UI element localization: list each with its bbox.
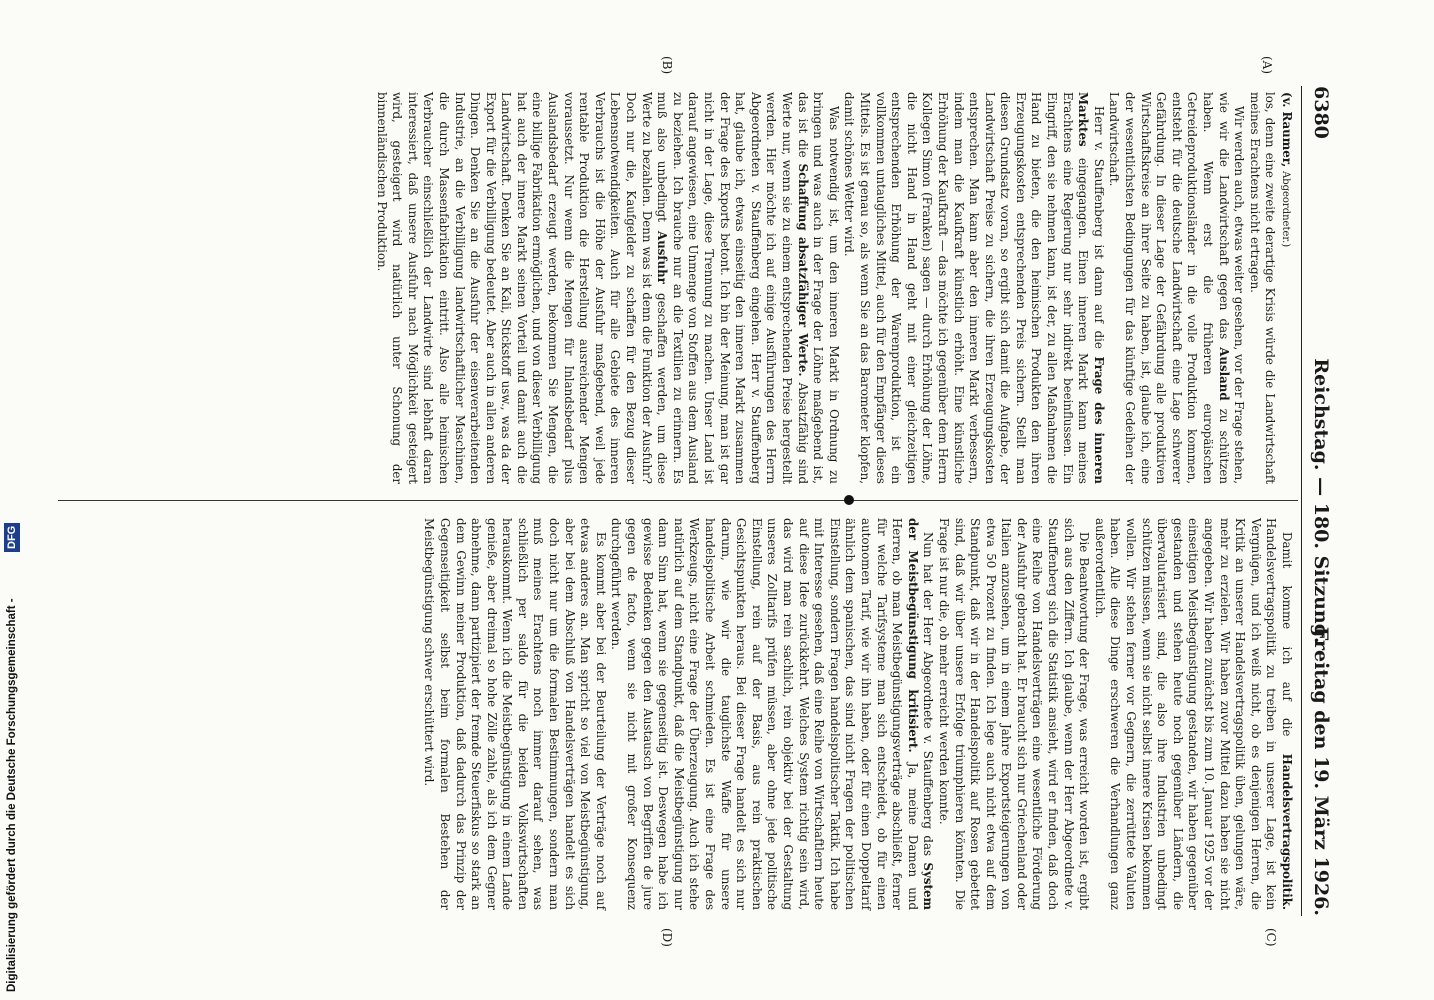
paragraph: Die Beantwortung der Frage, was erreicht worden ist, ergibt sich aus den Ziffern. Ich glaube, wenn der Herr Abgeordnete v. Stauffenberg sich die Statistik ansieht, wird er finden, daß doch eine Reihe von Handelsverträgen eine wesentliche Förderung der Ausfuhr gebracht hat. Er braucht sich nur Griechenland oder Italien anzusehen, um in einem Jahre Exportsteigerungen von etwa 50 Prozent zu finden. Ich lege auch nicht etwa auf dem Standpunkt, daß wir in der Handelspolitik auf Rosen gebettet sind, daß wir über unsere Erfolge triumphieren könnten. Die Frage ist nur die, ob mehr erreicht werden konnte. xyxy=(936,518,1092,910)
text-run: Damit komme ich auf die xyxy=(1280,532,1294,737)
text-run: Herr v. Stauffenberg ist dann auf die xyxy=(1091,106,1106,349)
bold-term: Frage des inneren Marktes xyxy=(1076,92,1106,484)
page-header xyxy=(1306,86,1334,916)
text-run: Was notwendig ist, um den inneren Markt in Ordnung zu bringen und was auch in der Frage der Löhne maßgebend ist, das ist die xyxy=(795,92,841,484)
paragraph xyxy=(373,92,841,484)
speaker-name: (v. Raumer, xyxy=(1280,92,1294,168)
page-content xyxy=(34,56,1334,947)
text-run: Nun hat der Herr Abgeordnete v. Stauffenberg das xyxy=(921,532,936,857)
text-run: Ja, meine Damen und Herren, ob man Meistbegünstigungsverträge abschließt, ferner für welche Tarifsysteme man sich entscheidet, ob für einen autonomen Tarif, wie wir ihn haben, oder für einen Doppeltarif ähnlich dem spanischen, das sind nicht Fragen der politischen Einstellung, sondern Fragen handelspolitischer Taktik. Ich habe mit Interesse gesehen, daß eine Reihe von Wirtschaftlern heute auf diese Idee zurückkehrt. Welches System richtig sein wird, das wird man rein sachlich, rein objektiv bei der Gestaltung unseres Zolltarifs prüfen müssen, aber ohne jede politische Einstellung, rein auf der Basis, aus rein praktischen Gesichtspunkten heraus. Bei dieser Frage handelt es sich nur darum, wie wir die tauglichste Waffe für unsere handelspolitische Arbeit schmieden. Es ist eine Frage des Werkzeugs, nicht eine Frage der Überzeugung. Auch ich stehe natürlich auf dem Standpunkt, daß die Meistbegünstigung nur dann Sinn hat, wenn sie gegenseitig ist. Deswegen habe ich gewisse Bedenken gegen den Austausch von Begriffen de jure gegen de facto, wenn sie nicht mit großer Konsequenz durchgeführt werden. xyxy=(609,518,920,910)
header-date: Freitag den 19. März 1926. xyxy=(1310,626,1332,916)
left-column xyxy=(373,92,1294,484)
footer-text: Digitalisierung gefördert durch die Deutsche Forschungsgemeinschaft - xyxy=(6,598,18,992)
paragraph: Es kommt aber bei der Beurteilung der Verträge noch auf etwas anderes an. Man spricht so viel von Meistbegünstigung, aber bei dem Abschluß von Handelsverträgen handelt es sich doch nicht nur um die formalen Bestimmungen, sondern man muß meines Erachtens noch immer darauf sehen, was schließlich per saldo für die beiden Volkswirtschaften herauskommt. Wenn ich die Meistbegünstigung in einem Lande genieße, aber dreimal so hohe Zölle zahle, als ich dem Gegner abnehme, dann partizipiert der fremde Steuerfiskus so stark an dem Gewinn meiner Produktion, daß dadurch das Prinzip der Gegenseitigkeit selbst beim formalen Bestehen der Meistbegünstigung schwer erschüttert wird. xyxy=(422,518,608,910)
paragraph xyxy=(1106,92,1246,484)
text-run: Wir werden auch, etwas weiter gesehen, vor der Frage stehen, wie wir die Landwirtschaft gegen das xyxy=(1216,92,1247,484)
header-title: Reichstag. — 180. Sitzung. xyxy=(1310,358,1332,644)
paragraph xyxy=(608,518,935,910)
divider-dot xyxy=(844,495,854,505)
speaker-line xyxy=(1277,92,1294,484)
bold-term: Schaffung absatzfähiger Werte. xyxy=(795,163,810,377)
header-rule xyxy=(1301,86,1302,916)
speaker-role: Abgeordneter.) xyxy=(1280,170,1291,248)
text-run: eingegangen. Einen inneren Markt kann meines Erachtens eine Regierung nur sehr indirekt beeinflussen. Ein Eingriff, den sie nehmen kann, ist der, zu allen Maßnahmen die Hand zu bieten, die den heimischen Produkten den ihren Erzeugungskosten entsprechenden Preis sichern. Stellt man diesen Grundsatz voran, so ergibt sich damit die Aufgabe, der Landwirtschaft Preise zu sichern, die ihren Erzeugungskosten entsprechen. Man kann aber den inneren Markt verbessern, indem man die Kaufkraft künstlich erhöht. Eine künstliche Erhöhung der Kaufkraft — das möchte ich gegenüber dem Herrn Kollegen Simon (Franken) sagen — durch Erhöhung der Löhne, die nicht Hand in Hand geht mit einer gleichzeitigen entsprechenden Erhöhung der Warenproduktion, ist ein vollkommen untaugliches Mittel, auch für den Empfänger dieses Mittels. Es ist genau so, als wenn Sie an das Barometer klopfen, damit schönes Wetter wird. xyxy=(842,92,1091,484)
margin-marker-b: (B) xyxy=(660,56,674,75)
page-number: 6380 xyxy=(1310,86,1332,139)
margin-marker-a: (A) xyxy=(1260,56,1274,75)
column-divider xyxy=(58,500,1298,501)
bold-term: Ausfuhr xyxy=(655,231,670,284)
margin-marker-d: (D) xyxy=(660,928,674,947)
paragraph xyxy=(1091,518,1294,910)
paragraph xyxy=(841,92,1106,484)
text-run: Absatzfähig sind Werte nur, wenn sie zu einem entsprechenden Preise hergestellt werden. Hier möchte ich auf einige Ausführungen des Herrn Abgeordneten v. Stauffenberg eingehen. Herr v. Stauffenberg hat, glaube ich, etwas einseitig den inneren Markt zusammen der Frage des Exports betont. Ich bin der Meinung, man ist gar nicht in der Lage, diese Trennung zu machen. Unser Land ist darauf angewiesen, eine Unmenge von Stoffen aus dem Ausland zu beziehen. Ich brauche nur an die Textilien zu erinnern. Es muß also unbedingt xyxy=(655,92,810,485)
margin-marker-c: (C) xyxy=(1264,928,1278,947)
digitization-footer xyxy=(0,0,30,1000)
text-run: zu schützen haben. Wenn erst die früheren europäischen Getreideproduktionsländer in die volle Produktion kommen, entsteht für die deutsche Landwirtschaft eine Lage schwerer Gefährdung. In dieser Lage der Gefährdung alle produktiven Wirtschaftskreise an ihrer Seite zu haben, ist, glaube ich, eine der wesentlichsten Bedingungen für das künftige Gedeihen der Landwirtschaft. xyxy=(1107,92,1231,485)
right-column xyxy=(421,518,1294,910)
text-run: Handelsvertragspolitik zu treiben in unserer Lage, ist kein Vergnügen, und ich weiß nicht, ob es denjenigen Herren, die Kritik an unserer Handelsvertragspolitik üben, gelungen wäre, mehr zu erzielen. Wir haben zuvor Mittel dazu haben sie nicht angegeben. Wir haben zunächst bis zum 10. Januar 1925 vor der einseitigen Meistbegünstigung gestanden, wir haben gegenüber gestanden und stehen heute noch gegenüber Ländern, die übervalutarisiert sind, die also ihre Industrien unbedingt schützen müssen, wenn sie nicht selbst innere Krisen bekommen wollen. Wir stehen ferner vor Gegnern, die zerrüttete Valuten haben. Alle diese Dinge erschweren die Verhandlungen ganz außerordentlich. xyxy=(1092,518,1279,910)
bold-term: Ausland xyxy=(1216,347,1231,401)
bold-term: System der Meistbegünstigung kritisiert. xyxy=(905,518,936,910)
bold-term: Handelsvertragspolitik. xyxy=(1280,753,1294,911)
text-run: geschaffen werden, um diese Werte zu bezahlen. Denn was ist denn die Funktion der Ausfuhr? Doch nur die, Kaufgelder zu schaffen für den Bezug dieser Lebensnotwendigkeiten. Auch für alle Gebiete des inneren Verbrauchs ist die Höhe der Ausfuhr maßgebend, weil jede rentable Produktion die Herstellung ausreichender Mengen voraussetzt. Nur wenn die Mengen für Inlandsbedarf plus Auslandsbedarf erzeugt werden, bekommen Sie Mengen, die eine billige Fabrikation ermöglichen, und von dieser Verbilligung hat auch der innere Markt seinen Vorteil und damit auch die Landwirtschaft. Denken Sie an Kali, Stickstoff usw., was da der Export für die Verbilligung bedeutet. Aber auch in allen anderen Dingen. Denken Sie an die Ausfuhr der eisenverarbeitenden Industrie, an die Verbilligung landwirtschaftlicher Maschinen, die durch Massenfabrikation eintritt. Also alle heimischen Verbraucher einschließlich der Landwirte sind lebhaft daran interessiert, daß unsere Ausfuhr nach Möglichkeit gesteigert wird, gesteigert wird natürlich unter Schonung der binnenländischen Produktion. xyxy=(374,92,670,485)
dfg-logo: DFG xyxy=(4,523,20,552)
paragraph: los, denn eine zweite derartige Krisis würde die Landwirtschaft meines Erachtens nicht ertragen. xyxy=(1247,92,1278,484)
